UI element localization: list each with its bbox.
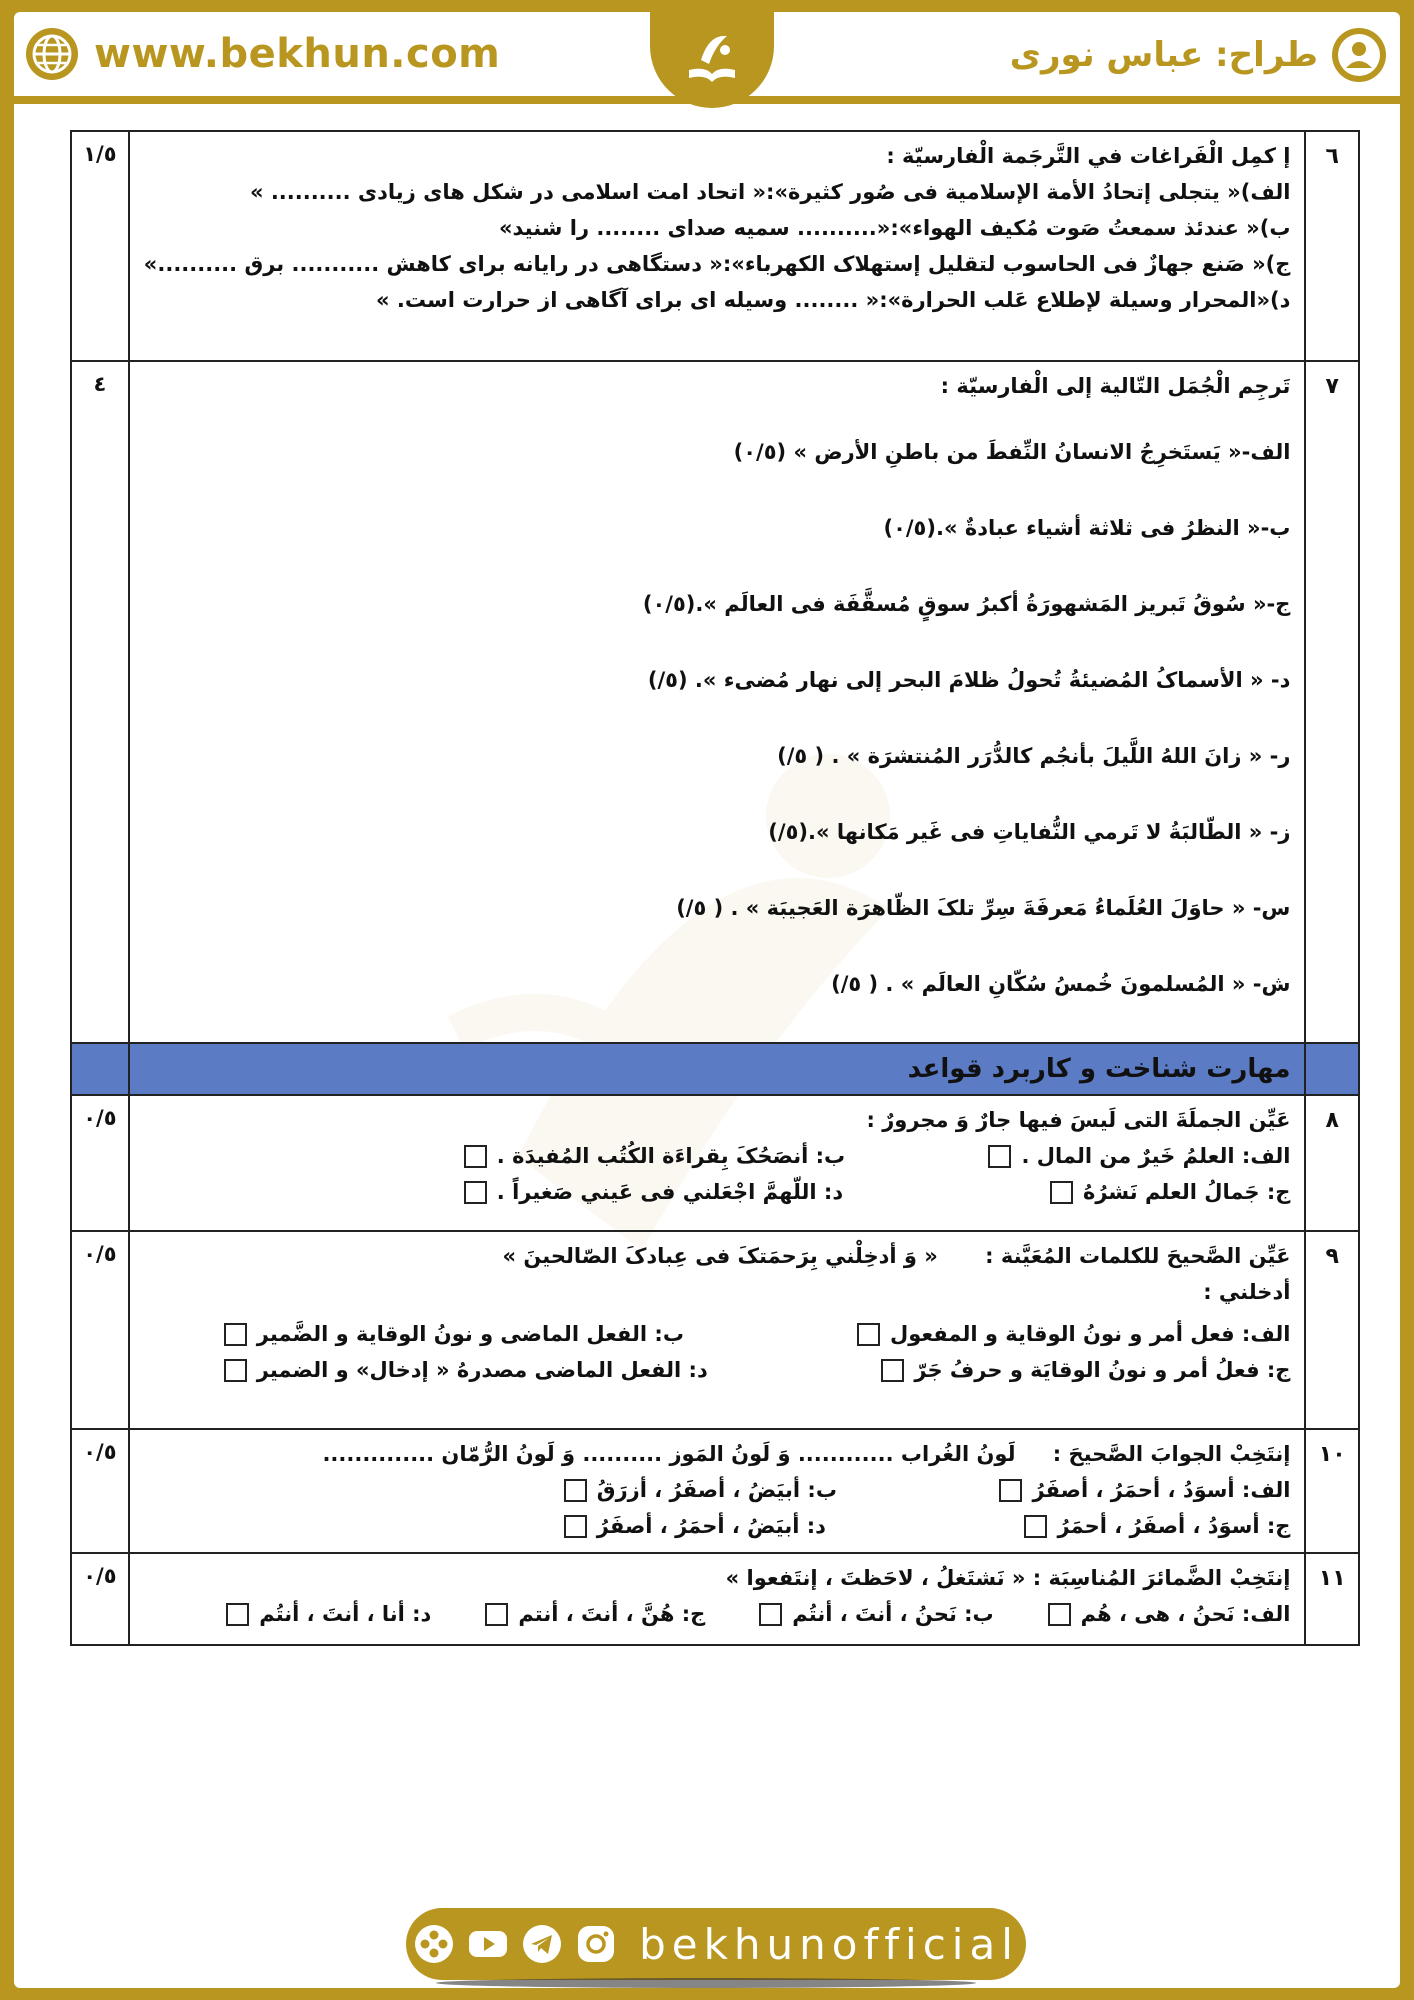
options-row bbox=[144, 1596, 1291, 1632]
question-title: إنتَخِبْ الجوابَ الصَّحیحَ : bbox=[1052, 1442, 1291, 1466]
user-icon bbox=[1330, 26, 1388, 84]
question-score: ٠/٥ bbox=[71, 1095, 129, 1231]
globe-icon bbox=[24, 26, 80, 82]
question-line: ج)« صَنع جهازٌ فی الحاسوب لتقلیل إستهلاک الکهرباء»:« دستگاهی در رایانه برای کاهش ........... برق ..........» bbox=[143, 252, 1291, 276]
question-title: عَیِّن الجملَةَ التی لَیسَ فیها جارٌ وَ مجرورٌ : bbox=[866, 1108, 1291, 1132]
option-c[interactable]: ج: هُنَّ ، أنتَ ، أنتم bbox=[485, 1596, 705, 1632]
checkbox[interactable] bbox=[988, 1145, 1011, 1168]
options-row bbox=[144, 1174, 1291, 1210]
question-line: الف)« يتجلى إتحادُ الأمة الإسلامية فی صُور كثيرة»:« اتحاد امت اسلامی در شکل های زیادی .......... » bbox=[249, 180, 1291, 204]
options-row bbox=[144, 1352, 1291, 1388]
footer-shadow bbox=[436, 1978, 976, 1988]
designer-credit bbox=[1010, 26, 1388, 84]
option-c[interactable]: ج: فعلُ أمر و نونُ الوقایَة و حرفُ جَرّ bbox=[881, 1352, 1290, 1388]
question-body bbox=[129, 1231, 1306, 1429]
option-d[interactable]: د: أبیَضُ ، أحمَرُ ، أصفَرُ bbox=[564, 1508, 826, 1544]
website-link[interactable] bbox=[24, 26, 500, 82]
checkbox[interactable] bbox=[485, 1603, 508, 1626]
question-row bbox=[71, 1231, 1359, 1429]
translation-sentence: ر- « زانَ اللهُ اللَّیلَ بأنجُم کالدُّرَر المُنتشرَة » . ( ٥/) bbox=[777, 744, 1291, 768]
option-b[interactable]: ب: أنصَحُکَ بِقراءَة الکُتُب المُفیدَة . bbox=[464, 1138, 845, 1174]
translation-sentence: س- « حاوَلَ العُلَماءُ مَعرفَةَ سِرِّ تلکَ الظّاهرَة العَجیبَة » . ( ٥/) bbox=[676, 896, 1291, 920]
question-number: ٦ bbox=[1305, 131, 1359, 361]
options-row bbox=[144, 1316, 1291, 1352]
checkbox[interactable] bbox=[1050, 1181, 1073, 1204]
option-d[interactable]: د: اللّهمَّ اجْعَلني فی عَیني صَغیراً . bbox=[464, 1174, 843, 1210]
exam-table bbox=[70, 130, 1360, 1646]
checkbox[interactable] bbox=[464, 1145, 487, 1168]
question-title: عَیِّن الصَّحیحَ للکلمات المُعَیَّنة : bbox=[985, 1244, 1291, 1268]
question-row bbox=[71, 361, 1359, 1043]
checkbox[interactable] bbox=[1024, 1515, 1047, 1538]
designer-name: طراح: عباس نوری bbox=[1009, 35, 1318, 75]
header-divider bbox=[14, 96, 1400, 104]
social-handle[interactable]: bekhunofficial bbox=[639, 1919, 1019, 1969]
telegram-icon[interactable] bbox=[521, 1923, 563, 1965]
checkbox[interactable] bbox=[224, 1359, 247, 1382]
question-number: ١٠ bbox=[1305, 1429, 1359, 1553]
checkbox[interactable] bbox=[857, 1323, 880, 1346]
checkbox[interactable] bbox=[999, 1479, 1022, 1502]
page-header bbox=[14, 12, 1400, 96]
question-score: ١/٥ bbox=[71, 131, 129, 361]
question-line: د)«المحرار وسیلة لإطلاع عَلب الحرارة»:« ........ وسیله ای برای آگاهی از حرارت است. » bbox=[376, 288, 1291, 312]
question-body bbox=[129, 1095, 1306, 1231]
option-b[interactable]: ب: الفعل الماضی و نونُ الوقایة و الضَّمیر bbox=[224, 1316, 684, 1352]
question-title-line bbox=[144, 1436, 1291, 1472]
question-title: إنتَخِبْ الضَّمائرَ المُناسِبَة : « نَشتَغلُ ، لاحَظتَ ، إنتَفعوا » bbox=[725, 1566, 1291, 1590]
checkbox[interactable] bbox=[881, 1359, 904, 1382]
social-footer[interactable] bbox=[406, 1908, 1026, 1980]
translation-sentence: الف-« يَستَخرِجُ الانسانُ النِّفطَ من باطنِ الأرض » (٠/٥) bbox=[733, 440, 1291, 464]
question-number: ٩ bbox=[1305, 1231, 1359, 1429]
book-logo-icon bbox=[675, 20, 749, 94]
checkbox[interactable] bbox=[226, 1603, 249, 1626]
checkbox[interactable] bbox=[1048, 1603, 1071, 1626]
question-title: إ كمِل الْفَراغات في التَّرجَمة الْفارسيّة : bbox=[886, 144, 1291, 168]
question-body bbox=[129, 1553, 1306, 1645]
option-b[interactable]: ب: نَحنُ ، أنتَ ، أنتُم bbox=[759, 1596, 993, 1632]
option-a[interactable]: الف: نَحنُ ، هی ، هُم bbox=[1048, 1596, 1291, 1632]
question-score: ٠/٥ bbox=[71, 1231, 129, 1429]
checkbox[interactable] bbox=[224, 1323, 247, 1346]
option-a[interactable]: الف: العلمُ خَیرٌ من المال . bbox=[988, 1138, 1290, 1174]
option-b[interactable]: ب: أبیَضُ ، أصفَرُ ، أزرَقُ bbox=[564, 1472, 837, 1508]
youtube-icon[interactable] bbox=[467, 1923, 509, 1965]
question-title-line bbox=[144, 1238, 1291, 1274]
options-row bbox=[144, 1138, 1291, 1174]
aparat-icon[interactable] bbox=[413, 1923, 455, 1965]
translation-sentence: ش- « المُسلمونَ خُمسُ سُکّانِ العالَم » . ( ٥/) bbox=[831, 972, 1291, 996]
question-number: ٨ bbox=[1305, 1095, 1359, 1231]
brand-logo bbox=[650, 12, 774, 108]
option-d[interactable]: د: أنا ، أنتَ ، أنتُم bbox=[226, 1596, 431, 1632]
question-body bbox=[129, 1429, 1306, 1553]
translation-sentence: ج-« سُوقُ تَبریز المَشهورَةُ أکبرُ سوقٍ مُسقَّفَة فی العالَم ».(٠/٥) bbox=[642, 592, 1291, 616]
question-prompt: لَونُ الغُراب ............ وَ لَونُ المَوز .......... وَ لَونُ الرُّمّان .............. bbox=[322, 1442, 1016, 1466]
question-score: ٠/٥ bbox=[71, 1429, 129, 1553]
quran-verse: « وَ أدخِلْني بِرَحمَتکَ فی عِبادکَ الصّالحینَ » bbox=[502, 1244, 938, 1268]
section-title: مهارت شناخت و کاربرد قواعد bbox=[129, 1043, 1306, 1095]
option-d[interactable]: د: الفعل الماضی مصدرهُ « إدخال» و الضمیر bbox=[224, 1352, 708, 1388]
option-c[interactable]: ج: جَمالُ العلم نَشرُهُ bbox=[1050, 1174, 1290, 1210]
question-body bbox=[129, 131, 1306, 361]
option-a[interactable]: الف: أسوَدُ ، أحمَرُ ، أصفَرُ bbox=[999, 1472, 1290, 1508]
option-a[interactable]: الف: فعل أمر و نونُ الوقایة و المفعول bbox=[857, 1316, 1290, 1352]
question-score: ٠/٥ bbox=[71, 1553, 129, 1645]
checkbox[interactable] bbox=[464, 1181, 487, 1204]
question-score: ٤ bbox=[71, 361, 129, 1043]
question-row bbox=[71, 131, 1359, 361]
translation-sentence: د- « الأسماکُ المُضیئةُ تُحولُ ظلامَ البحر إلی نهار مُضیء ». (٥/) bbox=[647, 668, 1291, 692]
checkbox[interactable] bbox=[564, 1515, 587, 1538]
checkbox[interactable] bbox=[759, 1603, 782, 1626]
section-header-row bbox=[71, 1043, 1359, 1095]
translation-sentence: ز- « الطّالبَةُ لا تَرمي النُّفایاتِ فی غَیر مَکانها ».(٥/) bbox=[768, 820, 1291, 844]
question-title: تَرجِم الْجُمَل التّالیة إلی الْفارسیّة : bbox=[940, 374, 1291, 398]
exam-page bbox=[14, 12, 1400, 1988]
question-line: ب)« عندئذ سمعتُ صَوت مُکیف الهواء»:«.......... سميه صدای ........ را شنید» bbox=[498, 216, 1291, 240]
options-row bbox=[144, 1508, 1291, 1544]
question-row bbox=[71, 1429, 1359, 1553]
question-row bbox=[71, 1553, 1359, 1645]
website-url[interactable]: www.bekhun.com bbox=[94, 31, 501, 77]
translation-sentence: ب-« النظرُ فی ثلاثة أشیاء عبادةٌ ».(٠/٥) bbox=[883, 516, 1291, 540]
options-row bbox=[144, 1472, 1291, 1508]
checkbox[interactable] bbox=[564, 1479, 587, 1502]
instagram-icon[interactable] bbox=[575, 1923, 617, 1965]
question-body bbox=[129, 361, 1306, 1043]
question-number: ١١ bbox=[1305, 1553, 1359, 1645]
question-number: ٧ bbox=[1305, 361, 1359, 1043]
question-row bbox=[71, 1095, 1359, 1231]
target-word: أدخلني : bbox=[1203, 1280, 1291, 1304]
option-c[interactable]: ج: أسوَدُ ، أصفَرُ ، أحمَرُ bbox=[1024, 1508, 1290, 1544]
